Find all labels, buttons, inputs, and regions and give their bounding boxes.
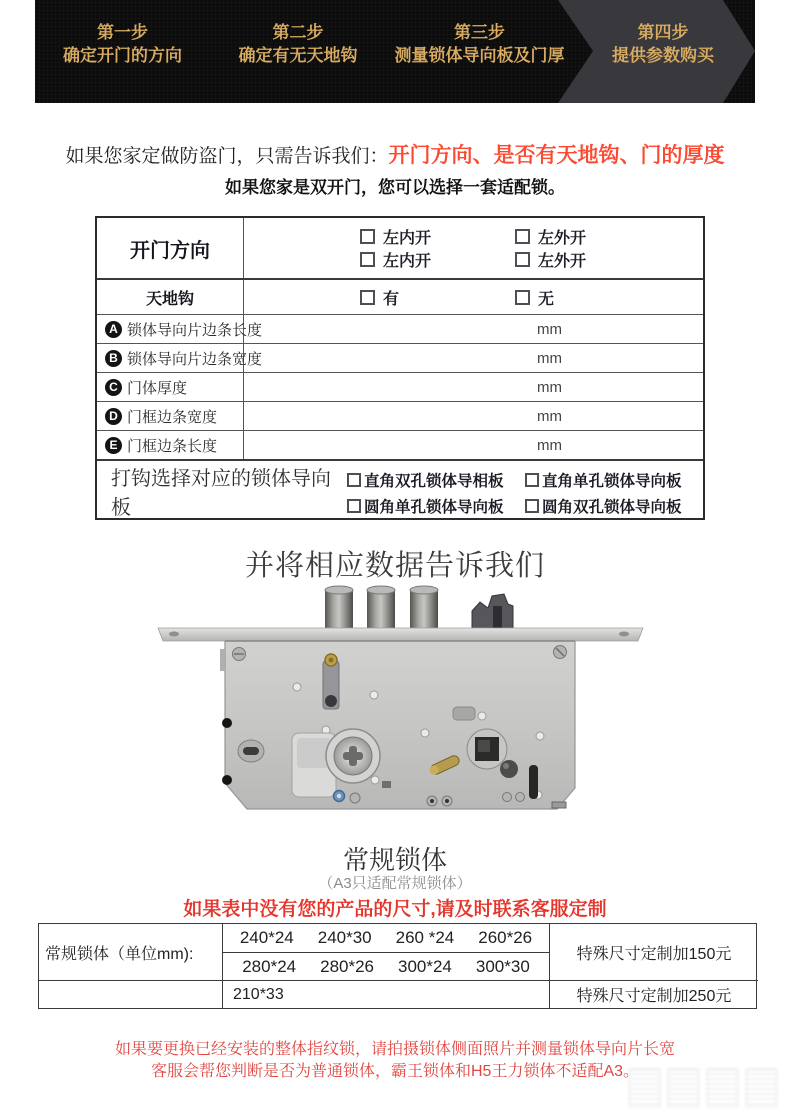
checkbox-hook-no[interactable] bbox=[515, 290, 530, 305]
plate-row-label: 打钩选择对应的锁体导向板 bbox=[111, 468, 331, 519]
door-option-3-label: 左内开 bbox=[383, 253, 432, 270]
measure-row-e bbox=[97, 430, 703, 459]
letter-badge-e: E bbox=[105, 437, 122, 454]
checkbox-door-option-2[interactable] bbox=[515, 229, 530, 244]
step-3-title: 第三步 bbox=[454, 23, 505, 42]
step-2-subtitle: 确定有无天地钩 bbox=[238, 46, 358, 65]
size-table-row2-note: 特殊尺寸定制加250元 bbox=[549, 980, 758, 1008]
checkbox-door-option-4[interactable] bbox=[515, 252, 530, 267]
plate-select-row bbox=[97, 459, 703, 521]
footer-note-line1: 如果要更换已经安装的整体指纹锁，请拍摄锁体侧面照片并测量锁体导向片长宽 bbox=[114, 1041, 675, 1058]
measure-row-b bbox=[97, 343, 703, 372]
checkbox-plate-option-3[interactable] bbox=[347, 499, 361, 513]
measure-row-c bbox=[97, 372, 703, 401]
letter-badge-d: D bbox=[105, 408, 122, 425]
measure-c-input-cell[interactable] bbox=[244, 373, 703, 401]
checkbox-door-option-3[interactable] bbox=[360, 252, 375, 267]
measure-a-input-cell[interactable] bbox=[244, 315, 703, 343]
measure-a-unit: mm bbox=[537, 320, 562, 338]
spec-table bbox=[95, 216, 705, 520]
plate-option-4-label: 圆角双孔锁体导向板 bbox=[542, 499, 682, 516]
measure-a-label: 锁体导向片边条长度 bbox=[127, 321, 263, 339]
measure-d-unit: mm bbox=[537, 407, 562, 425]
step-2 bbox=[213, 21, 383, 67]
door-direction-options bbox=[244, 218, 703, 278]
measure-e-label: 门框边条长度 bbox=[127, 437, 218, 455]
lock-photo bbox=[120, 583, 680, 845]
door-option-4-label: 左外开 bbox=[538, 253, 587, 270]
hook-yes-label: 有 bbox=[383, 291, 400, 308]
plate-option-1-label: 直角双孔锁体导相板 bbox=[364, 473, 504, 490]
door-direction-row bbox=[97, 218, 703, 278]
measure-b-label: 锁体导向片边条宽度 bbox=[127, 350, 263, 368]
step-4-title: 第四步 bbox=[637, 23, 689, 42]
footer-note-line2: 客服会帮您判断是否为普通锁体，霸王锁体和H5王力锁体不适配A3。 bbox=[150, 1063, 640, 1080]
checkbox-plate-option-4[interactable] bbox=[525, 499, 539, 513]
measure-row-d bbox=[97, 401, 703, 430]
door-option-1-label: 左内开 bbox=[383, 230, 432, 247]
hook-options bbox=[244, 280, 703, 314]
watermark bbox=[628, 1068, 778, 1108]
intro-line1-red: 开门方向、是否有天地钩、门的厚度 bbox=[388, 144, 725, 167]
door-direction-label: 开门方向 bbox=[97, 218, 244, 278]
measure-e-input-cell[interactable] bbox=[244, 431, 703, 459]
letter-badge-c: C bbox=[105, 379, 122, 396]
letter-badge-b: B bbox=[105, 350, 122, 367]
size-table-row2-label bbox=[39, 980, 223, 1008]
door-option-2-label: 左外开 bbox=[538, 230, 587, 247]
lock-section-note: 如果表中没有您的产品的尺寸,请及时联系客服定制 bbox=[183, 899, 607, 920]
step-3-subtitle: 测量锁体导向板及门厚 bbox=[394, 46, 565, 65]
step-4-subtitle: 提供参数购买 bbox=[612, 46, 714, 65]
plate-option-3-label: 圆角单孔锁体导向板 bbox=[364, 499, 504, 516]
intro-line2: 如果您家是双开门，您可以选择一套适配锁。 bbox=[225, 178, 565, 197]
checkbox-door-option-1[interactable] bbox=[360, 229, 375, 244]
measure-row-a bbox=[97, 314, 703, 343]
measure-c-unit: mm bbox=[537, 378, 562, 396]
measure-e-unit: mm bbox=[537, 436, 562, 454]
hook-row bbox=[97, 278, 703, 314]
checkbox-plate-option-2[interactable] bbox=[525, 473, 539, 487]
step-2-title: 第二步 bbox=[272, 23, 324, 42]
steps-banner bbox=[35, 0, 755, 103]
hook-no-label: 无 bbox=[538, 291, 555, 308]
size-table-row1-label: 常规锁体（单位mm): bbox=[39, 924, 223, 980]
checkbox-hook-yes[interactable] bbox=[360, 290, 375, 305]
measure-b-unit: mm bbox=[537, 349, 562, 367]
size-table-row2-size: 210*33 bbox=[223, 980, 549, 1008]
step-1-subtitle: 确定开门的方向 bbox=[63, 46, 182, 65]
size-table-row1-sizes-a: 240*24 240*30 260 *24 260*26 bbox=[239, 928, 533, 947]
measure-d-label: 门框边条宽度 bbox=[127, 408, 218, 426]
size-table bbox=[38, 923, 757, 1009]
measure-c-label: 门体厚度 bbox=[127, 379, 188, 397]
checkbox-plate-option-1[interactable] bbox=[347, 473, 361, 487]
step-3 bbox=[387, 21, 572, 67]
intro-line1-black: 如果您家定做防盗门，只需告诉我们： bbox=[65, 146, 389, 167]
step-1-title: 第一步 bbox=[97, 23, 148, 42]
plate-options bbox=[347, 461, 703, 521]
measure-b-input-cell[interactable] bbox=[244, 344, 703, 372]
letter-badge-a: A bbox=[105, 321, 122, 338]
hook-label: 天地钩 bbox=[97, 280, 244, 314]
mid-heading: 并将相应数据告诉我们 bbox=[244, 550, 545, 582]
step-1 bbox=[45, 21, 200, 67]
lock-section-subtitle: （A3只适配常规锁体） bbox=[318, 875, 472, 892]
size-table-row1-note: 特殊尺寸定制加150元 bbox=[549, 924, 758, 980]
intro-line1 bbox=[0, 139, 790, 169]
plate-option-2-label: 直角单孔锁体导向板 bbox=[542, 473, 682, 490]
measure-d-input-cell[interactable] bbox=[244, 402, 703, 430]
size-table-row1-sizes-b: 280*24 280*26 300*24 300*30 bbox=[223, 952, 549, 980]
lock-section-title: 常规锁体 bbox=[342, 845, 447, 875]
step-4 bbox=[583, 21, 743, 67]
